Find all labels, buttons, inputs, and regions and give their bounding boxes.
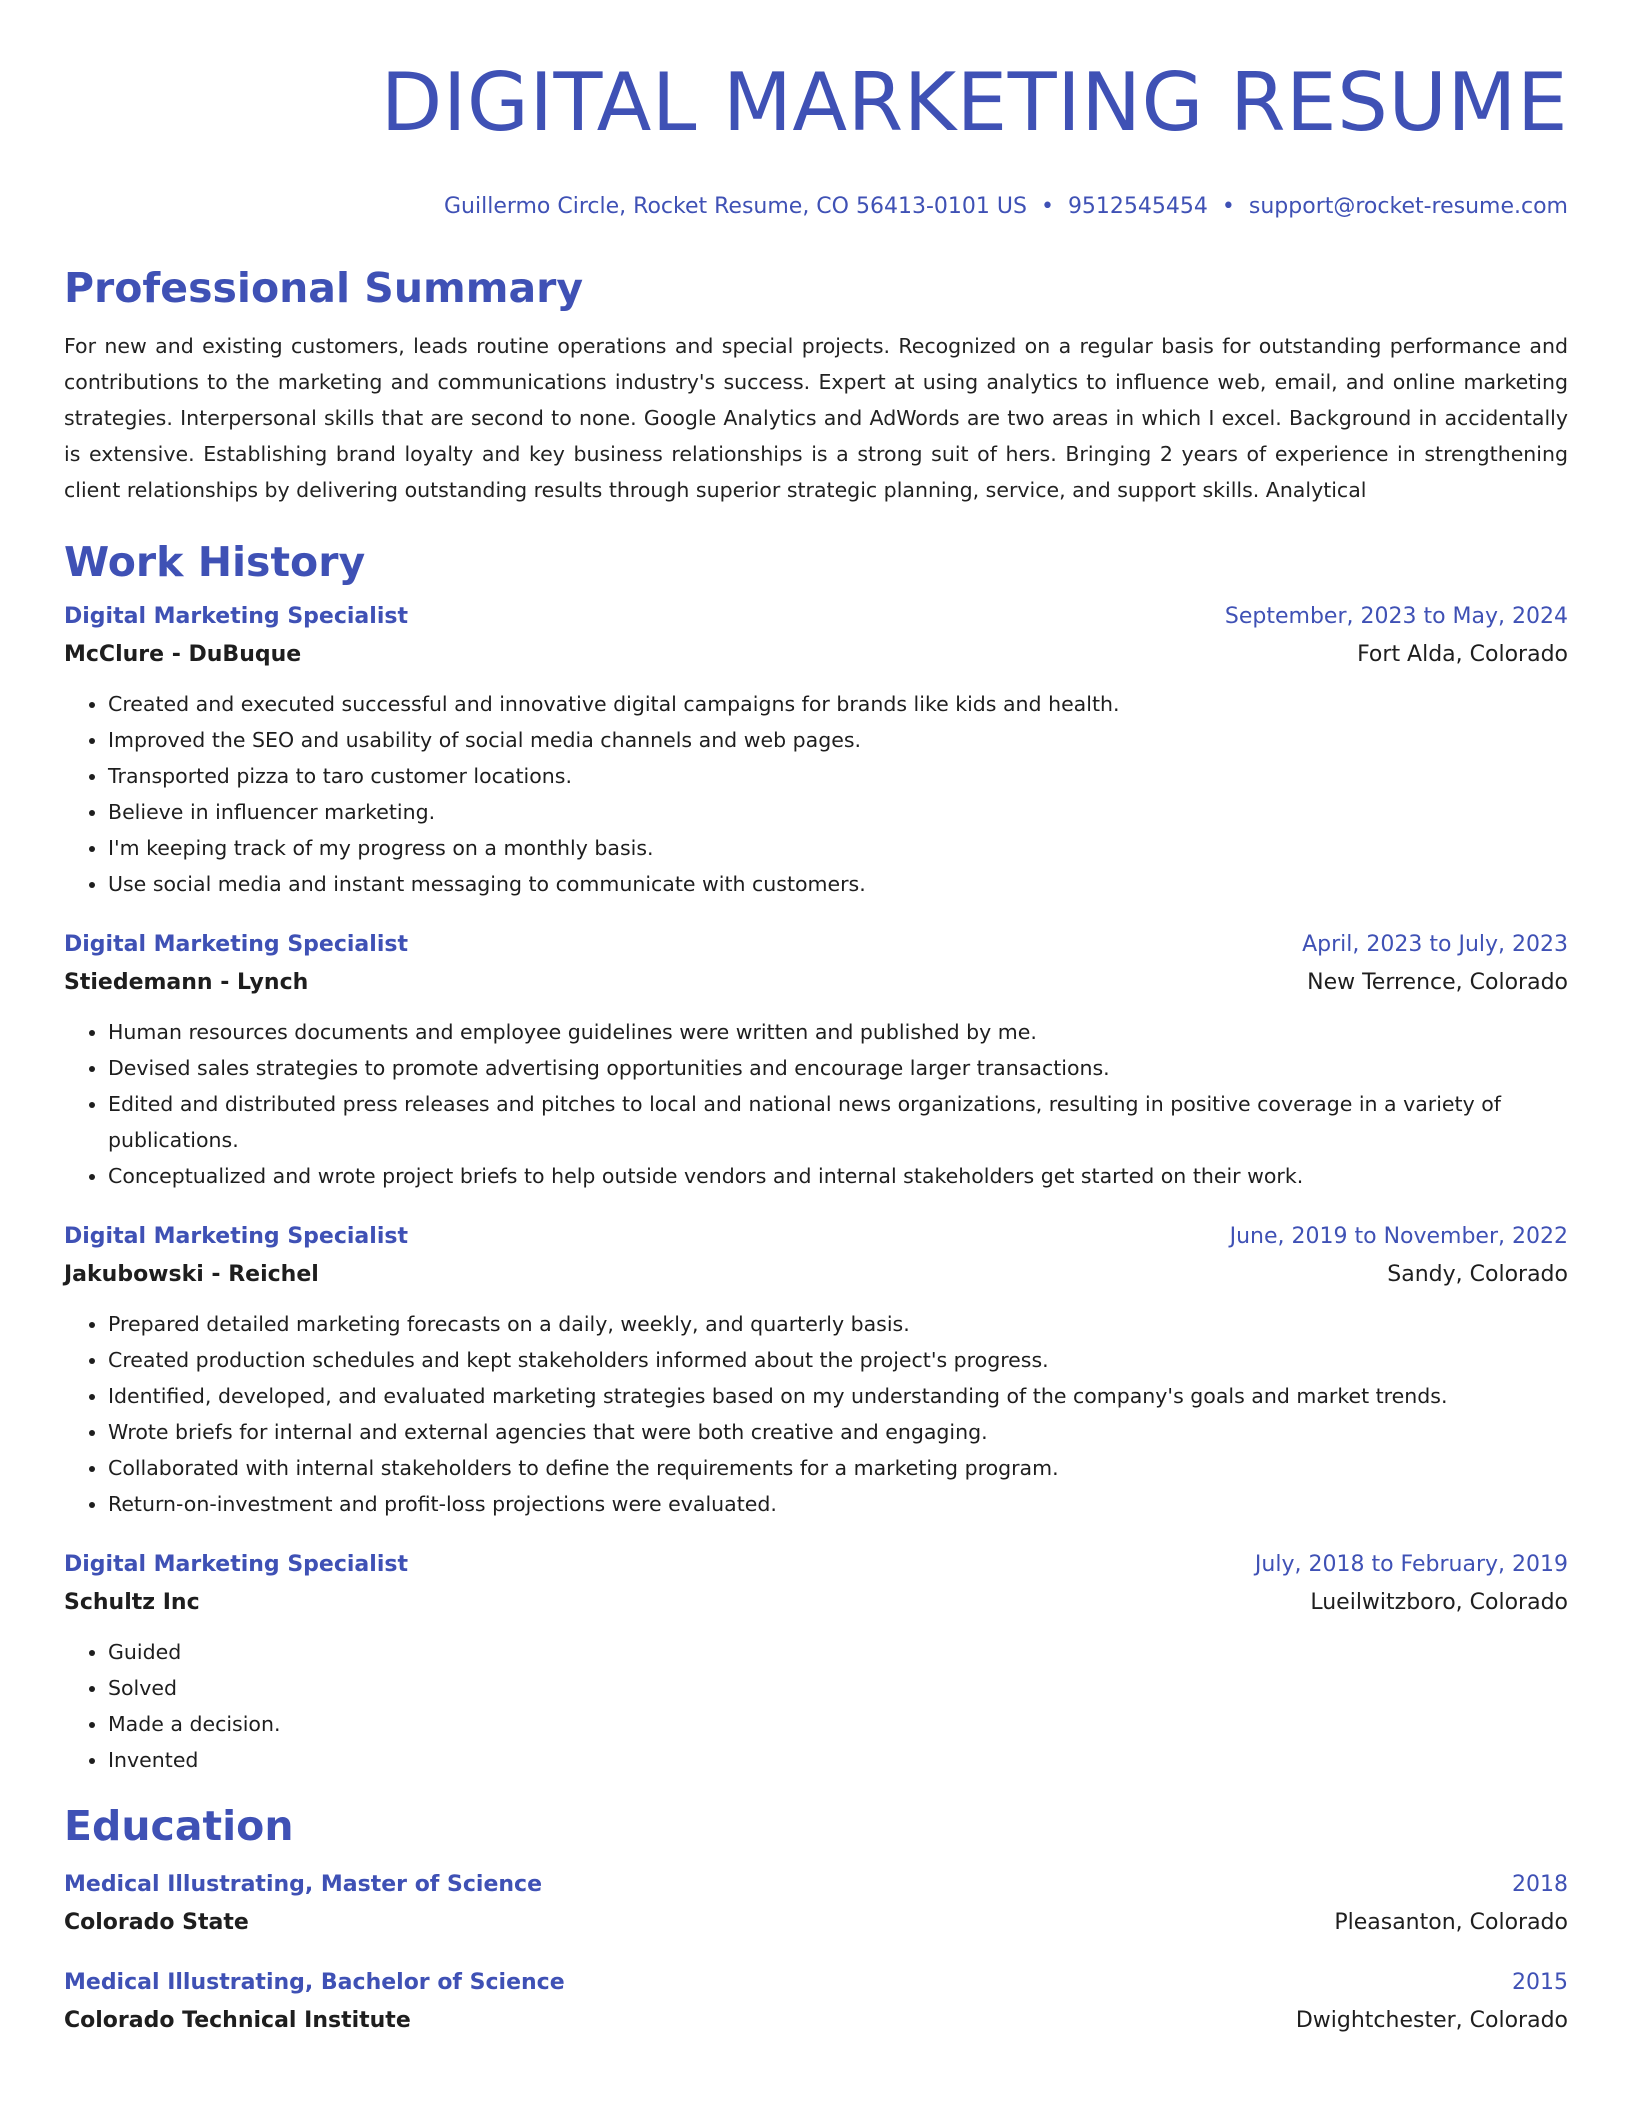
education-year: 2015 [1512, 1970, 1568, 1995]
list-item: • Collaborated with internal stakeholders to define the requirements for a marketing program. [108, 1450, 1568, 1486]
list-item: • Believe in influencer marketing. [108, 794, 1568, 830]
contact-phone[interactable]: 9512545454 [1067, 194, 1208, 219]
list-item: • Transported pizza to taro customer locations. [108, 758, 1568, 794]
list-item: • Identified, developed, and evaluated marketing strategies based on my understanding of the company's goals and market trends. [108, 1378, 1568, 1414]
list-item: • Created and executed successful and innovative digital campaigns for brands like kids and health. [108, 686, 1568, 722]
education-year: 2018 [1512, 1872, 1568, 1897]
section-heading-work-history: Work History [64, 538, 366, 586]
job-entry [64, 1222, 1568, 1522]
job-role: Digital Marketing Specialist [64, 932, 408, 957]
job-company: Jakubowski - Reichel [64, 1262, 319, 1287]
list-item: • Return-on-investment and profit-loss projections were evaluated. [108, 1486, 1568, 1522]
job-dates: July, 2018 to February, 2019 [1254, 1552, 1568, 1577]
job-entry [64, 930, 1568, 1194]
resume-title: DIGITAL MARKETING RESUME [380, 56, 1568, 149]
list-item: • Human resources documents and employee guidelines were written and published by me. [108, 1014, 1568, 1050]
job-bullets [64, 1014, 1568, 1194]
list-item: • I'm keeping track of my progress on a monthly basis. [108, 830, 1568, 866]
job-location: Lueilwitzboro, Colorado [1310, 1590, 1568, 1615]
job-dates: September, 2023 to May, 2024 [1224, 604, 1568, 629]
job-role: Digital Marketing Specialist [64, 1224, 408, 1249]
job-entry [64, 1550, 1568, 1778]
job-bullets [64, 1634, 1568, 1778]
list-item: • Guided [108, 1634, 1568, 1670]
list-item: • Solved [108, 1670, 1568, 1706]
job-location: Sandy, Colorado [1387, 1262, 1568, 1287]
list-item: • Edited and distributed press releases and pitches to local and national news organizations, resulting in positive coverage in a variety of publications. [108, 1086, 1568, 1158]
list-item: • Made a decision. [108, 1706, 1568, 1742]
summary-text: For new and existing customers, leads routine operations and special projects. Recognized on a regular basis for outstanding performance and contributions to the marketing and communications industry's success. Expert at using analytics to influence web, email, and online marketing strategies. Interpersonal skills that are second to none. Google Analytics and AdWords are two areas in which I excel. Background in accidentally is extensive. Establishing brand loyalty and key business relationships is a strong suit of hers. Bringing 2 years of experience in strengthening client relationships by delivering outstanding results through superior strategic planning, service, and support skills. Analytical [64, 334, 1568, 502]
job-dates: April, 2023 to July, 2023 [1302, 932, 1568, 957]
education-degree: Medical Illustrating, Master of Science [64, 1872, 543, 1897]
list-item: • Use social media and instant messaging to communicate with customers. [108, 866, 1568, 902]
education-degree: Medical Illustrating, Bachelor of Science [64, 1970, 565, 1995]
section-heading-education: Education [64, 1802, 294, 1850]
job-dates: June, 2019 to November, 2022 [1229, 1224, 1568, 1249]
education-school: Colorado State [64, 1910, 249, 1935]
job-bullets [64, 686, 1568, 902]
resume-page [64, 0, 1568, 2036]
job-bullets [64, 1306, 1568, 1522]
list-item: • Devised sales strategies to promote advertising opportunities and encourage larger transactions. [108, 1050, 1568, 1086]
job-company: Schultz Inc [64, 1590, 200, 1615]
contact-address: Guillermo Circle, Rocket Resume, CO 56413-0101 US [443, 194, 1027, 219]
contact-line [64, 192, 1568, 222]
job-role: Digital Marketing Specialist [64, 1552, 408, 1577]
education-entry [64, 1870, 1568, 1938]
list-item: • Conceptualized and wrote project briefs to help outside vendors and internal stakeholders get started on their work. [108, 1158, 1568, 1194]
education-entry [64, 1968, 1568, 2036]
job-entry [64, 602, 1568, 902]
list-item: • Wrote briefs for internal and external agencies that were both creative and engaging. [108, 1414, 1568, 1450]
contact-separator: • [1040, 194, 1054, 219]
contact-email[interactable]: support@rocket-resume.com [1248, 194, 1568, 219]
job-role: Digital Marketing Specialist [64, 604, 408, 629]
list-item: • Prepared detailed marketing forecasts on a daily, weekly, and quarterly basis. [108, 1306, 1568, 1342]
list-item: • Created production schedules and kept stakeholders informed about the project's progress. [108, 1342, 1568, 1378]
job-company: McClure - DuBuque [64, 642, 302, 667]
education-location: Pleasanton, Colorado [1334, 1910, 1568, 1935]
list-item: • Invented [108, 1742, 1568, 1778]
education-school: Colorado Technical Institute [64, 2008, 411, 2033]
job-company: Stiedemann - Lynch [64, 970, 309, 995]
section-heading-summary: Professional Summary [64, 264, 584, 312]
job-location: New Terrence, Colorado [1307, 970, 1568, 995]
contact-separator: • [1221, 194, 1235, 219]
job-location: Fort Alda, Colorado [1357, 642, 1568, 667]
list-item: • Improved the SEO and usability of social media channels and web pages. [108, 722, 1568, 758]
education-location: Dwightchester, Colorado [1295, 2008, 1568, 2033]
